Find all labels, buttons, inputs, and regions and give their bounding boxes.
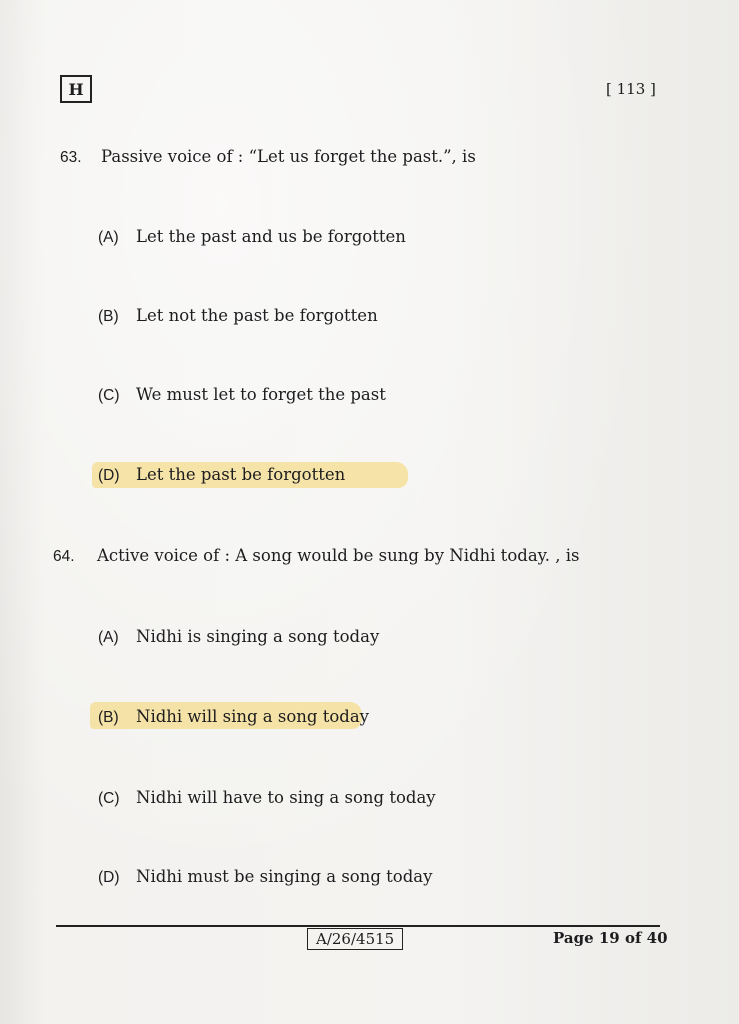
option-letter: (D) (98, 869, 120, 886)
option-letter: (A) (98, 229, 119, 246)
option-text: We must let to forget the past (136, 385, 386, 404)
footer-paper-code: A/26/4515 (307, 928, 403, 950)
option-letter: (B) (98, 308, 119, 325)
option-letter: (C) (98, 387, 120, 404)
option-letter: (B) (98, 709, 119, 726)
footer-divider (56, 925, 660, 927)
option-text: Nidhi will have to sing a song today (136, 788, 436, 807)
option-c (98, 788, 436, 808)
option-text: Nidhi is singing a song today (136, 627, 380, 646)
option-text: Let not the past be forgotten (136, 306, 378, 325)
page-code: [ 113 ] (606, 80, 656, 98)
option-b (98, 306, 378, 326)
option-b (98, 707, 369, 727)
question-text: Passive voice of : “Let us forget the past.”, is (101, 147, 476, 166)
option-text: Nidhi must be singing a song today (136, 867, 433, 886)
footer-page-number: Page 19 of 40 (553, 929, 668, 947)
option-letter: (C) (98, 790, 120, 807)
option-a (98, 227, 406, 247)
option-a (98, 627, 379, 647)
set-code: H (68, 79, 84, 99)
option-c (98, 385, 386, 405)
option-letter: (D) (98, 467, 120, 484)
option-d (98, 867, 432, 887)
option-text: Nidhi will sing a song today (136, 707, 370, 726)
option-d (98, 465, 345, 485)
option-text: Let the past be forgotten (136, 465, 346, 484)
question-number: 64. (53, 548, 75, 565)
question-number: 63. (60, 149, 82, 166)
option-letter: (A) (98, 629, 119, 646)
option-text: Let the past and us be forgotten (136, 227, 406, 246)
question-text: Active voice of : A song would be sung by Nidhi today. , is (97, 546, 580, 565)
set-code-box (60, 75, 92, 103)
